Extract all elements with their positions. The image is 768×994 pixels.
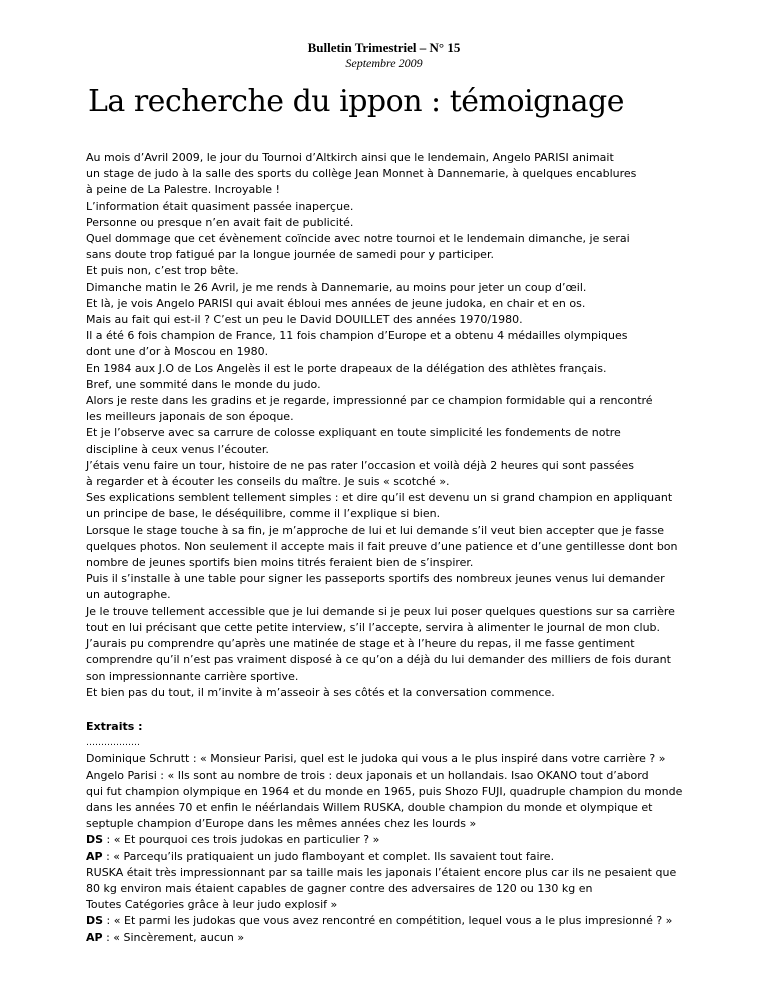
text-line: son impressionnante carrière sportive. — [86, 669, 299, 683]
extract-line — [86, 913, 726, 929]
speaker-label: AP — [86, 930, 103, 944]
text-line: à peine de La Palestre. Incroyable ! — [86, 183, 280, 197]
text-line: Ses explications semblent tellement simples : et dire qu’il est devenu un si grand champion en appliquant — [86, 491, 673, 505]
extract-text: : « Et parmi les judokas que vous avez rencontré en compétition, lequel vous a le plus impresionné ? » — [103, 914, 673, 928]
extract-line — [86, 751, 726, 767]
extract-text: 80 kg environ mais étaient capables de gagner contre des adversaires de 120 ou 130 kg en — [86, 881, 593, 895]
text-line: J’aurais pu comprendre qu’après une matinée de stage et à l’heure du repas, il me fasse gentiment — [86, 637, 635, 651]
extract-line — [86, 849, 726, 865]
extract-line — [86, 865, 726, 881]
text-line: tout en lui précisant que cette petite interview, s’il l’accepte, servira à alimenter le journal de mon club. — [86, 620, 661, 634]
text-line: Mais au fait qui est-il ? C’est un peu le David DOUILLET des années 1970/1980. — [86, 313, 523, 327]
text-line: dont une d’or à Moscou en 1980. — [86, 345, 269, 359]
text-line: L’information était quasiment passée inaperçue. — [86, 199, 354, 213]
text-line: un principe de base, le déséquilibre, comme il l’explique si bien. — [86, 507, 441, 521]
text-line: discipline à ceux venus l’écouter. — [86, 442, 269, 456]
text-line: Et bien pas du tout, il m’invite à m’asseoir à ses côtés et la conversation commence. — [86, 685, 555, 699]
extract-line — [86, 897, 726, 913]
text-line: Quel dommage que cet évènement coïncide avec notre tournoi et le lendemain dimanche, je serai — [86, 232, 630, 246]
text-line: Bref, une sommité dans le monde du judo. — [86, 377, 321, 391]
text-line: Personne ou presque n’en avait fait de publicité. — [86, 215, 354, 229]
extracts-heading: Extraits : — [86, 719, 143, 733]
bulletin-header — [0, 40, 768, 70]
speaker-label: AP — [86, 849, 103, 863]
article-title: La recherche du ippon : témoignage — [88, 84, 624, 119]
extract-line — [86, 881, 726, 897]
extract-line — [86, 784, 726, 800]
text-line: un stage de judo à la salle des sports du collège Jean Monnet à Dannemarie, à quelques encablures — [86, 167, 637, 181]
extract-text: : « Parcequ’ils pratiquaient un judo flamboyant et complet. Ils savaient tout faire. — [102, 849, 555, 863]
text-line: En 1984 aux J.O de Los Angelès il est le porte drapeaux de la délégation des athlètes français. — [86, 361, 607, 375]
article-body — [86, 150, 726, 946]
text-line: Lorsque le stage touche à sa fin, je m’approche de lui et lui demande s’il veut bien accepter que je fasse — [86, 523, 665, 537]
extracts-dots: ……………… — [86, 738, 140, 749]
extract-text: : « Et pourquoi ces trois judokas en particulier ? » — [103, 833, 380, 847]
text-line: comprendre qu’il n’est pas vraiment disposé à ce qu’on a déjà du lui demander des milliers de fois durant — [86, 653, 671, 667]
text-line: Puis il s’installe à une table pour signer les passeports sportifs des nombreux jeunes venus lui demander — [86, 572, 665, 586]
text-line: Je le trouve tellement accessible que je lui demande si je peux lui poser quelques questions sur sa carrière — [86, 604, 675, 618]
text-line: quelques photos. Non seulement il accepte mais il fait preuve d’une patience et d’une gentillesse dont bon — [86, 539, 678, 553]
extract-text: qui fut champion olympique en 1964 et du monde en 1965, puis Shozo FUJI, quadruple champion du monde — [86, 784, 683, 798]
extracts-lines — [86, 751, 726, 945]
extract-text: Dominique Schrutt : « Monsieur Parisi, quel est le judoka qui vous a le plus inspiré dans votre carrière ? » — [86, 752, 666, 766]
extract-text: RUSKA était très impressionnant par sa taille mais les japonais l’étaient encore plus car ils ne pesaient que — [86, 865, 677, 879]
text-line: Au mois d’Avril 2009, le jour du Tournoi d’Altkirch ainsi que le lendemain, Angelo PARISI animait — [86, 151, 614, 164]
text-line: Il a été 6 fois champion de France, 11 fois champion d’Europe et a obtenu 4 médailles olympiques — [86, 329, 628, 343]
extract-line — [86, 768, 726, 784]
extract-text: dans les années 70 et enfin le néérlandais Willem RUSKA, double champion du monde et olympique et — [86, 800, 653, 814]
extract-text: septuple champion d’Europe dans les mêmes années chez les lourds » — [86, 817, 477, 831]
text-line: Et puis non, c’est trop bête. — [86, 264, 239, 278]
extract-text: : « Sincèrement, aucun » — [102, 930, 245, 944]
text-line: à regarder et à écouter les conseils du maître. Je suis « scotché ». — [86, 475, 450, 489]
text-line: un autographe. — [86, 588, 171, 602]
bulletin-date: Septembre 2009 — [345, 56, 423, 70]
text-line: Alors je reste dans les gradins et je regarde, impressionné par ce champion formidable qui a rencontré — [86, 394, 653, 408]
extract-line — [86, 800, 726, 816]
speaker-label: DS — [86, 833, 104, 847]
text-line: Et je l’observe avec sa carrure de colosse expliquant en toute simplicité les fondements de notre — [86, 426, 621, 440]
text-line: sans doute trop fatigué par la longue journée de samedi pour y participer. — [86, 248, 494, 262]
text-line: les meilleurs japonais de son époque. — [86, 410, 294, 424]
extract-line — [86, 832, 726, 848]
extract-text: Toutes Catégories grâce à leur judo explosif » — [86, 898, 338, 912]
extract-text: Angelo Parisi : « Ils sont au nombre de trois : deux japonais et un hollandais. Isao OKANO tout d’abord — [86, 768, 649, 782]
extract-line — [86, 816, 726, 832]
article-paragraphs — [86, 150, 726, 701]
speaker-label: DS — [86, 914, 104, 928]
text-line: Dimanche matin le 26 Avril, je me rends à Dannemarie, au moins pour jeter un coup d’œil. — [86, 280, 587, 294]
bulletin-title: Bulletin Trimestriel – N° 15 — [307, 40, 461, 55]
text-line: nombre de jeunes sportifs bien moins titrés feraient bien de s’inspirer. — [86, 556, 474, 570]
extract-line — [86, 930, 726, 946]
text-line: Et là, je vois Angelo PARISI qui avait ébloui mes années de jeune judoka, en chair et en os. — [86, 296, 586, 310]
text-line: J’étais venu faire un tour, histoire de ne pas rater l’occasion et voilà déjà 2 heures qui sont passées — [86, 458, 634, 472]
